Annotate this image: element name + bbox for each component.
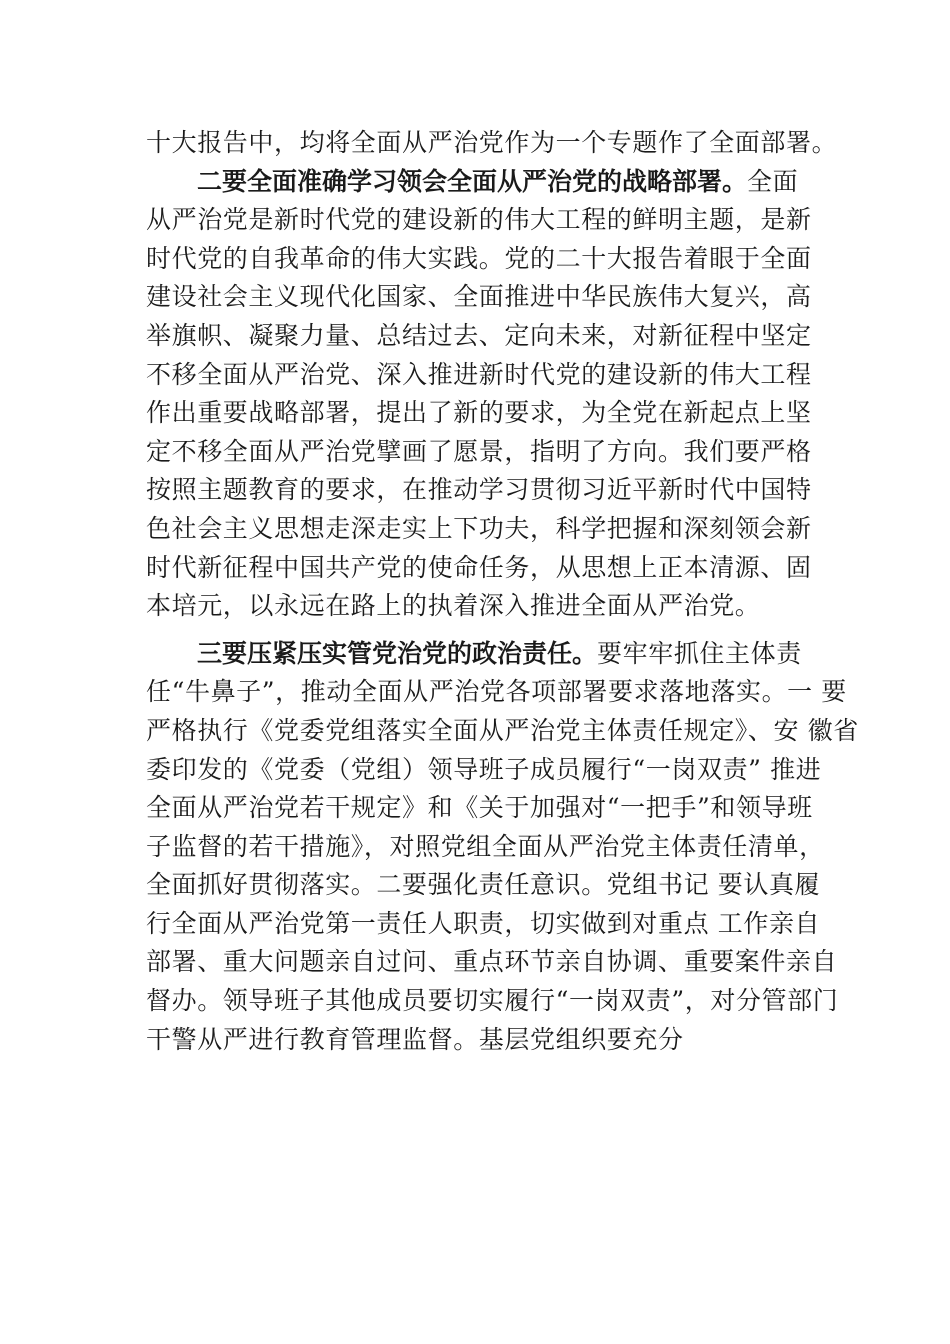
paragraph3-line: 子监督的若干措施》，对照党组全面从严治党主体责任清单， [146, 831, 825, 861]
paragraph3-line: 督办。领导班子其他成员要切实履行“一岗双责”，对分管部门 [146, 986, 839, 1016]
paragraph3-line: 任“牛鼻子”，推动全面从严治党各项部署要求落地落实。一 要 [146, 677, 847, 707]
paragraph2-line: 建设社会主义现代化国家、全面推进中华民族伟大复兴，高 [146, 282, 812, 312]
paragraph2-line: 按照主题教育的要求，在推动学习贯彻习近平新时代中国特 [146, 475, 812, 505]
paragraph3-line: 全面抓好贯彻落实。二要强化责任意识。党组书记 要认真履 [146, 870, 821, 900]
document-body [146, 124, 859, 1059]
paragraph2-line: 本培元，以永远在路上的执着深入推进全面从严治党。 [146, 591, 761, 621]
paragraph2-line: 举旗帜、凝聚力量、总结过去、定向未来，对新征程中坚定 [146, 320, 812, 350]
paragraph3-line: 行全面从严治党第一责任人职责，切实做到对重点 工作亲自 [146, 908, 821, 938]
paragraph-spacer [146, 626, 836, 635]
paragraph2-line: 色社会主义思想走深走实上下功夫，科学把握和深刻领会新 [146, 513, 812, 543]
paragraph2-first-line [146, 163, 836, 202]
paragraph2-line: 时代新征程中国共产党的使命任务，从思想上正本清源、固 [146, 552, 812, 582]
paragraph3-line: 全面从严治党若干规定》和《关于加强对“一把手”和领导班 [146, 793, 813, 823]
paragraph2-line: 不移全面从严治党、深入推进新时代党的建设新的伟大工程 [146, 359, 812, 389]
paragraph3-line: 委印发的《党委（党组）领导班子成员履行“一岗双责” 推进 [146, 754, 822, 784]
paragraph2-line: 定不移全面从严治党擘画了愿景，指明了方向。我们要严格 [146, 436, 812, 466]
paragraph3-line: 严格执行《党委党组落实全面从严治党主体责任规定》、安 徽省 [146, 715, 859, 745]
paragraph2-line: 时代党的自我革命的伟大实践。党的二十大报告着眼于全面 [146, 243, 812, 273]
paragraph3-heading: 三要压紧压实管党治党的政治责任。 [197, 638, 598, 668]
paragraph3-first-line-rest: 要牢牢抓住主体责 [597, 638, 802, 668]
paragraph2-line: 作出重要战略部署，提出了新的要求，为全党在新起点上坚 [146, 398, 812, 428]
paragraph3-first-line [146, 635, 836, 674]
paragraph2-line: 从严治党是新时代党的建设新的伟大工程的鲜明主题，是新 [146, 205, 812, 235]
paragraph2-heading: 二要全面准确学习领会全面从严治党的战略部署。 [197, 166, 748, 196]
paragraph2-first-line-rest: 全面 [747, 166, 799, 196]
paragraph3-line: 部署、重大问题亲自过问、重点环节亲自协调、重要案件亲自 [146, 947, 838, 977]
paragraph3-line: 干警从严进行教育管理监督。基层党组织要充分 [146, 1024, 684, 1054]
paragraph1-line: 十大报告中，均将全面从严治党作为一个专题作了全面部署。 [146, 128, 838, 157]
